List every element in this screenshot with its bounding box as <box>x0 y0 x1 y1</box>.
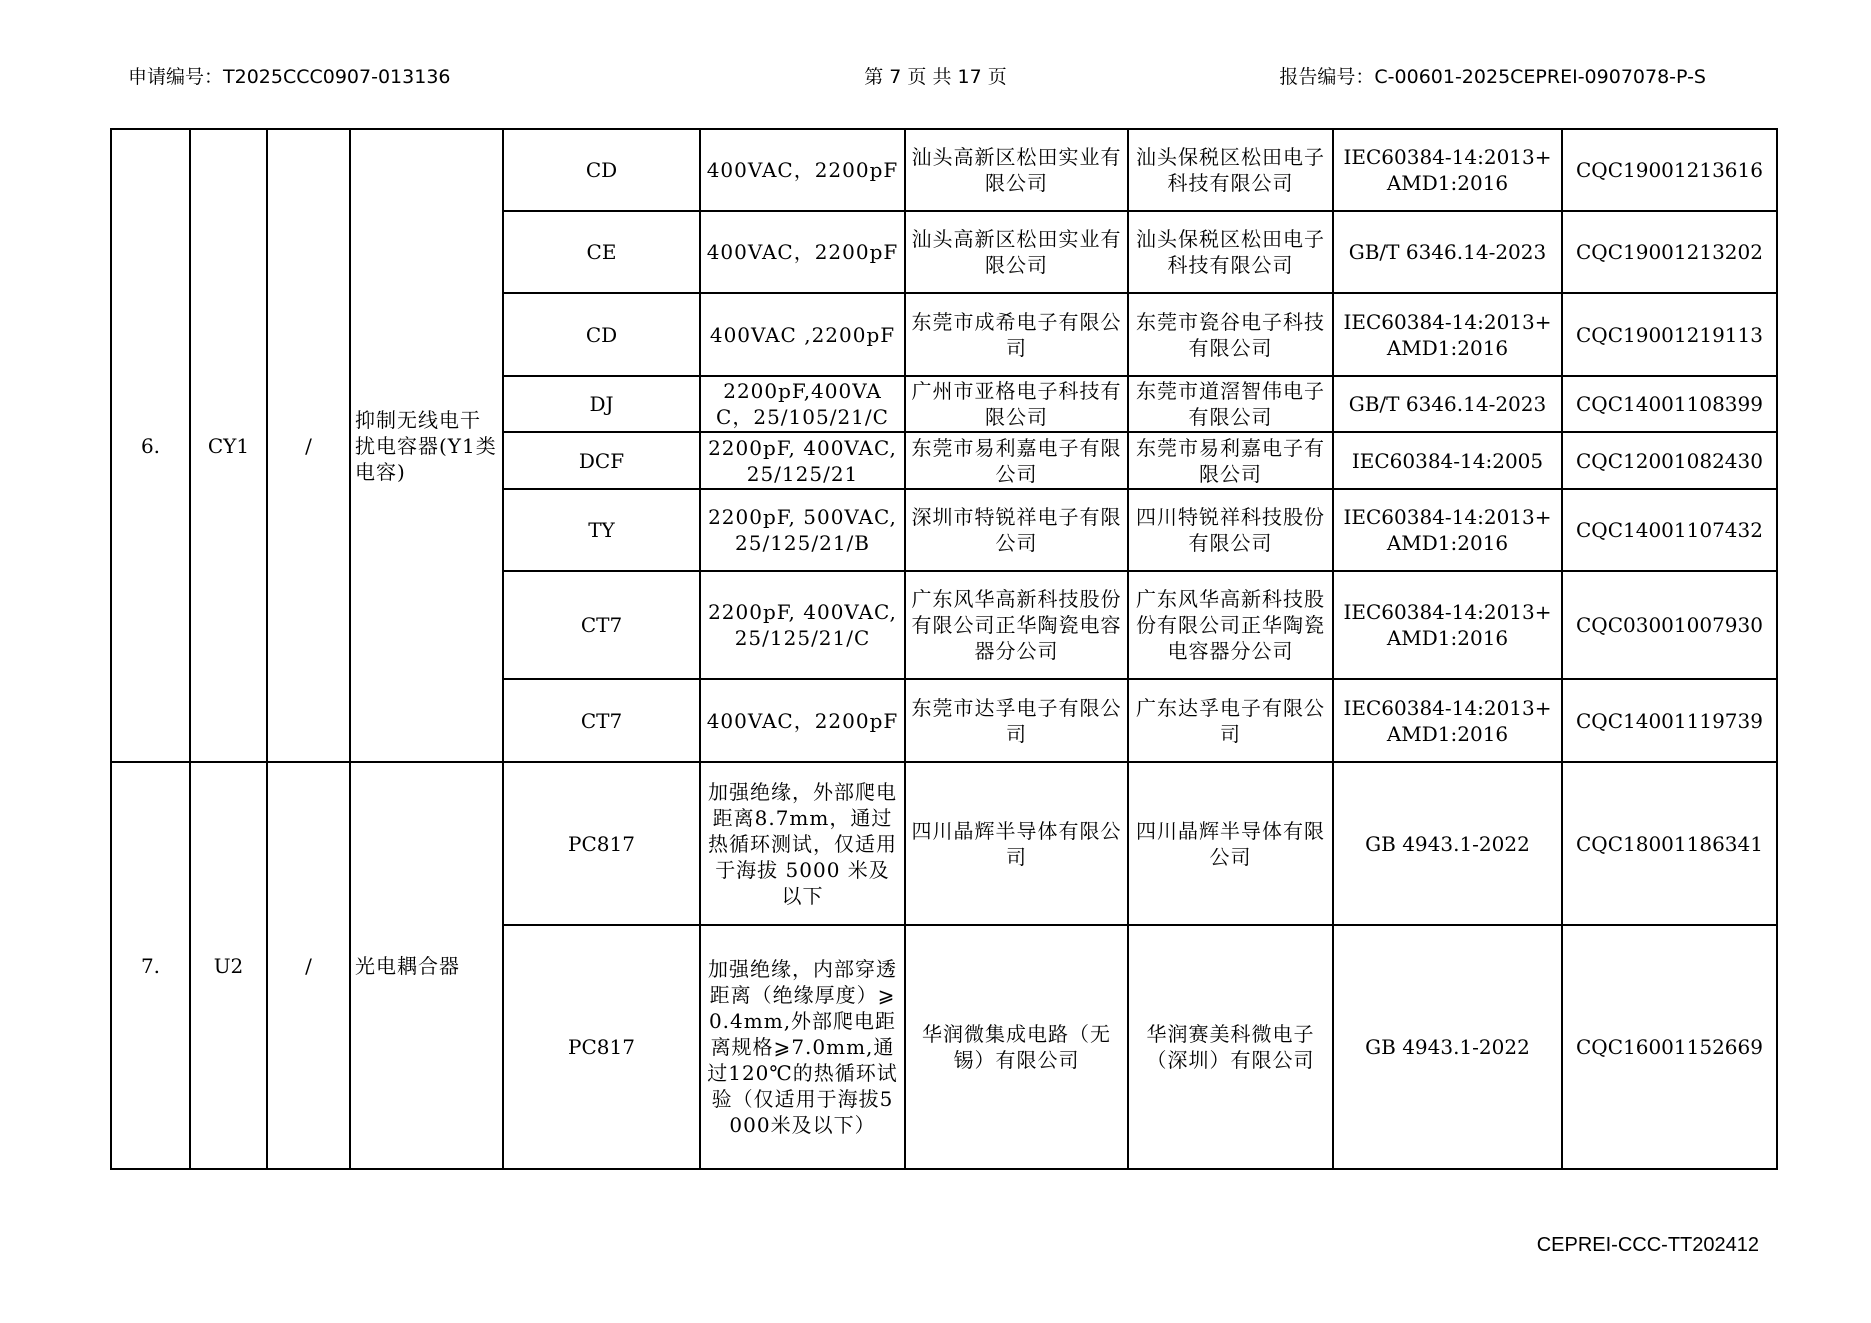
manufacturer-cell: 四川晶辉半导体有限公司 <box>905 762 1128 925</box>
cert-cell: CQC19001213616 <box>1562 129 1777 211</box>
item-number-cell: 7. <box>111 762 190 1169</box>
spec-cell: 2200pF, 400VAC, 25/125/21 <box>700 432 905 489</box>
spec-cell: 加强绝缘，内部穿透距离（绝缘厚度）⩾0.4mm,外部爬电距离规格⩾7.0mm,通过120℃的热循环试验（仅适用于海拔5000米及以下） <box>700 925 905 1169</box>
spec-cell: 2200pF, 500VAC, 25/125/21/B <box>700 489 905 571</box>
factory-cell: 广东风华高新科技股份有限公司正华陶瓷电容器分公司 <box>1128 571 1333 679</box>
item-number-cell: 6. <box>111 129 190 762</box>
spec-cell: 2200pF,400VAC，25/105/21/C <box>700 376 905 432</box>
model-cell: TY <box>503 489 700 571</box>
manufacturer-cell: 汕头高新区松田实业有限公司 <box>905 211 1128 293</box>
factory-cell: 东莞市瓷谷电子科技有限公司 <box>1128 293 1333 376</box>
model-cell: CD <box>503 293 700 376</box>
manufacturer-cell: 深圳市特锐祥电子有限公司 <box>905 489 1128 571</box>
factory-cell: 东莞市道滘智伟电子有限公司 <box>1128 376 1333 432</box>
manufacturer-cell: 汕头高新区松田实业有限公司 <box>905 129 1128 211</box>
model-cell: CT7 <box>503 679 700 762</box>
cert-cell: CQC16001152669 <box>1562 925 1777 1169</box>
model-cell: CE <box>503 211 700 293</box>
model-cell: PC817 <box>503 925 700 1169</box>
factory-cell: 汕头保税区松田电子科技有限公司 <box>1128 129 1333 211</box>
model-cell: DJ <box>503 376 700 432</box>
model-cell: DCF <box>503 432 700 489</box>
standard-cell: IEC60384-14:2013+AMD1:2016 <box>1333 293 1562 376</box>
report-number: 报告编号：C-00601-2025CEPREI-0907078-P-S <box>1279 66 1706 88</box>
cert-cell: CQC18001186341 <box>1562 762 1777 925</box>
spec-cell: 400VAC，2200pF <box>700 129 905 211</box>
page-indicator: 第 7 页 共 17 页 <box>864 66 1007 88</box>
manufacturer-cell: 东莞市达孚电子有限公司 <box>905 679 1128 762</box>
factory-cell: 四川特锐祥科技股份有限公司 <box>1128 489 1333 571</box>
factory-cell: 四川晶辉半导体有限公司 <box>1128 762 1333 925</box>
standard-cell: IEC60384-14:2005 <box>1333 432 1562 489</box>
factory-cell: 汕头保税区松田电子科技有限公司 <box>1128 211 1333 293</box>
cert-cell: CQC19001219113 <box>1562 293 1777 376</box>
position-cell: U2 <box>190 762 267 1169</box>
manufacturer-cell: 华润微集成电路（无锡）有限公司 <box>905 925 1128 1169</box>
manufacturer-cell: 东莞市易利嘉电子有限公司 <box>905 432 1128 489</box>
slash-cell: / <box>267 762 350 1169</box>
cert-cell: CQC12001082430 <box>1562 432 1777 489</box>
standard-cell: IEC60384-14:2013+AMD1:2016 <box>1333 679 1562 762</box>
table-row <box>111 129 1777 211</box>
component-name-cell: 光电耦合器 <box>350 762 503 1169</box>
cert-cell: CQC03001007930 <box>1562 571 1777 679</box>
factory-cell: 广东达孚电子有限公司 <box>1128 679 1333 762</box>
cert-cell: CQC19001213202 <box>1562 211 1777 293</box>
factory-cell: 华润赛美科微电子（深圳）有限公司 <box>1128 925 1333 1169</box>
model-cell: CD <box>503 129 700 211</box>
standard-cell: IEC60384-14:2013+AMD1:2016 <box>1333 129 1562 211</box>
standard-cell: GB 4943.1-2022 <box>1333 762 1562 925</box>
table-row <box>111 762 1777 925</box>
component-name-cell: 抑制无线电干扰电容器(Y1类电容) <box>350 129 503 762</box>
slash-cell: / <box>267 129 350 762</box>
standard-cell: GB/T 6346.14-2023 <box>1333 376 1562 432</box>
manufacturer-cell: 东莞市成希电子有限公司 <box>905 293 1128 376</box>
model-cell: CT7 <box>503 571 700 679</box>
standard-cell: GB/T 6346.14-2023 <box>1333 211 1562 293</box>
manufacturer-cell: 广州市亚格电子科技有限公司 <box>905 376 1128 432</box>
spec-cell: 加强绝缘，外部爬电距离8.7mm，通过热循环测试，仅适用于海拔 5000 米及以下 <box>700 762 905 925</box>
cert-cell: CQC14001108399 <box>1562 376 1777 432</box>
standard-cell: IEC60384-14:2013+AMD1:2016 <box>1333 571 1562 679</box>
component-table <box>110 128 1778 1170</box>
document-code: CEPREI-CCC-TT202412 <box>1536 1234 1759 1256</box>
model-cell: PC817 <box>503 762 700 925</box>
spec-cell: 400VAC，2200pF <box>700 211 905 293</box>
standard-cell: IEC60384-14:2013+AMD1:2016 <box>1333 489 1562 571</box>
spec-cell: 400VAC，2200pF <box>700 679 905 762</box>
position-cell: CY1 <box>190 129 267 762</box>
application-number: 申请编号：T2025CCC0907-013136 <box>128 66 451 88</box>
standard-cell: GB 4943.1-2022 <box>1333 925 1562 1169</box>
cert-cell: CQC14001107432 <box>1562 489 1777 571</box>
cert-cell: CQC14001119739 <box>1562 679 1777 762</box>
manufacturer-cell: 广东风华高新科技股份有限公司正华陶瓷电容器分公司 <box>905 571 1128 679</box>
factory-cell: 东莞市易利嘉电子有限公司 <box>1128 432 1333 489</box>
spec-cell: 400VAC ,2200pF <box>700 293 905 376</box>
spec-cell: 2200pF, 400VAC, 25/125/21/C <box>700 571 905 679</box>
